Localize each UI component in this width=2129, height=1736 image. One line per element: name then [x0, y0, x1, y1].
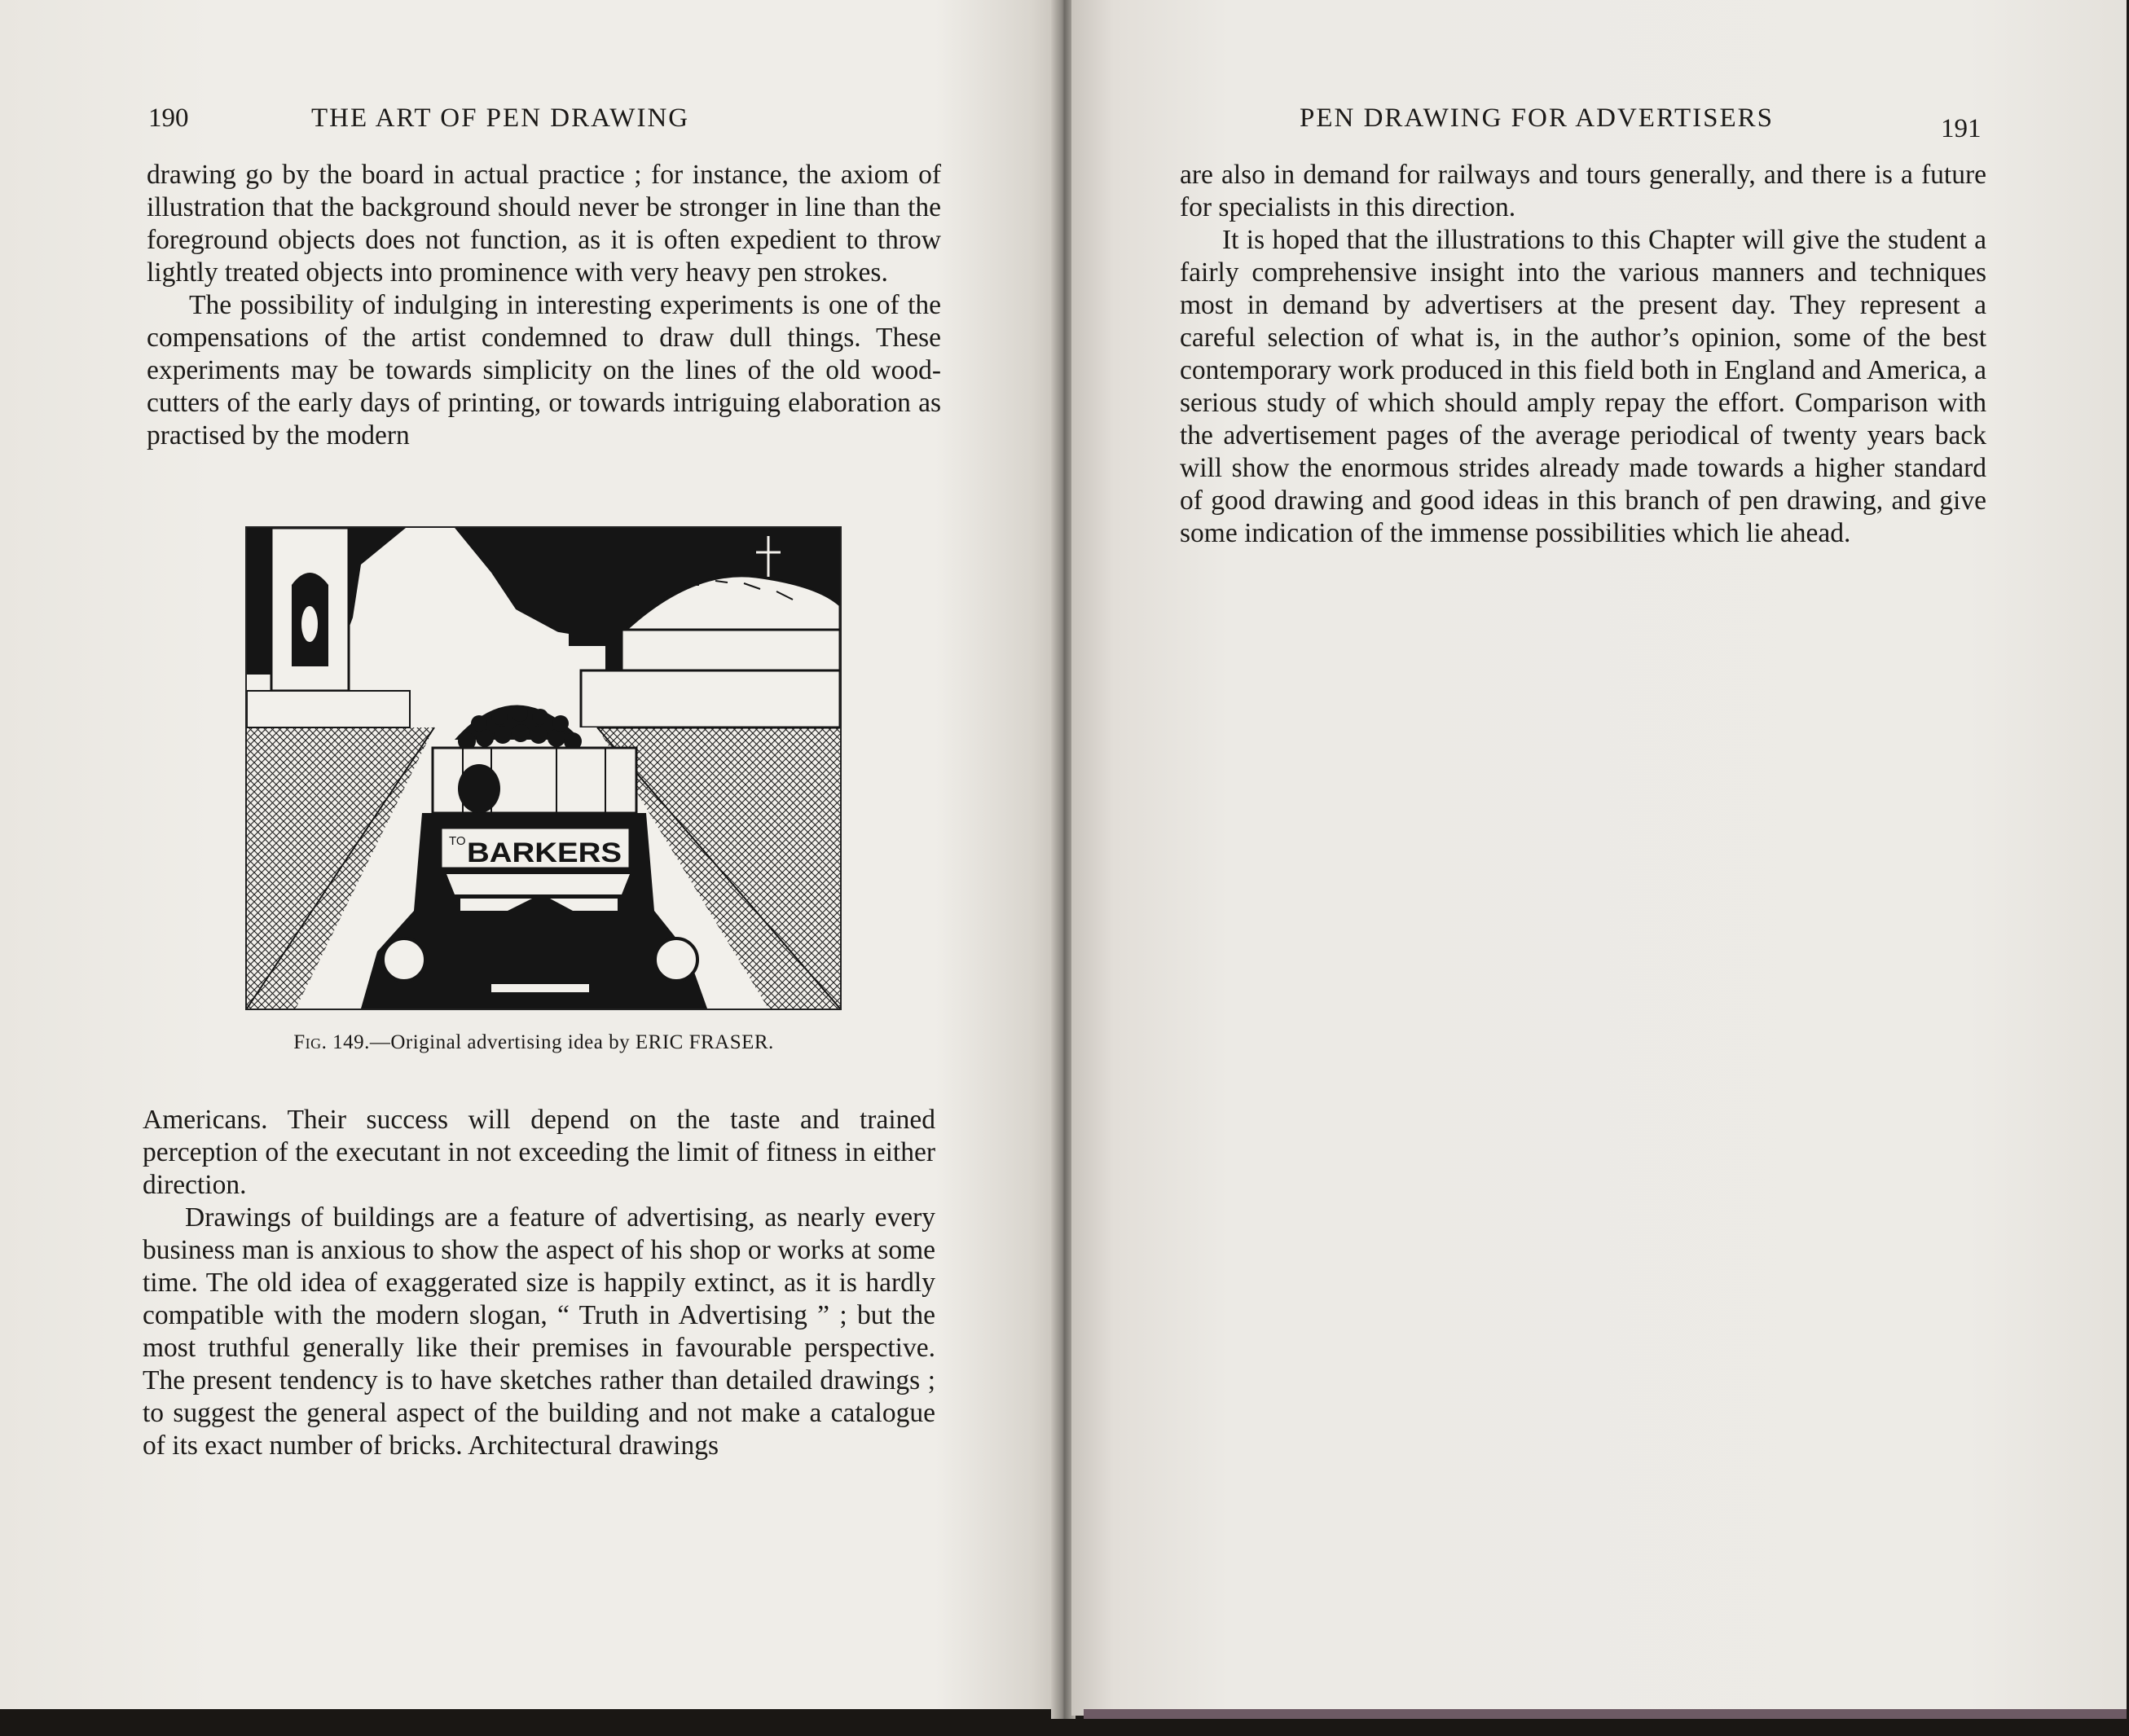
- paragraph: It is hoped that the illustrations to this Chapter will give the student a fairly comprehensive insight into the various manners and techniques most in demand by advertisers at the present day. They represent a careful selection of what is, in the author’s opinion, some of the best contemporary work produced in this field both in England and America, a serious study of which should amply repay the effort. Comparison with the advertisement pages of the average periodical of twenty years back will show the enormous strides already made towards a higher standard of good drawing and good ideas in this branch of pen drawing, and give some indication of the immense possibilities which lie ahead.: [1180, 225, 1986, 548]
- text-block-right: [1180, 159, 1986, 550]
- caption-text: —Original advertising idea by ERIC FRASER.: [369, 1031, 774, 1053]
- bus-sign-prefix: TO: [449, 834, 466, 848]
- paragraph: The possibility of indulging in interesting experiments is one of the compensations of the artist condemned to draw dull things. These experiments may be towards simplicity on the lines of the old wood-cutters of the early days of printing, or towards intriguing elaboration as practised by the modern: [147, 290, 941, 450]
- book-cover-edge: [1084, 1709, 2127, 1719]
- page-number-left: 190: [148, 103, 189, 133]
- figure-caption: [147, 1031, 921, 1054]
- running-head-right: PEN DRAWING FOR ADVERTISERS: [1300, 103, 1774, 133]
- left-page: [0, 0, 1063, 1709]
- text-block-left-top: [147, 159, 941, 452]
- paragraph: Drawings of buildings are a feature of advertising, as nearly every business man is anxious to show the aspect of his shop or works at some time. The old idea of exaggerated size is happily extinct, as it is hardly compatible with the modern slogan, “ Truth in Advertising ” ; but the most truthful generally like their premises in favourable perspective. The present tendency is to have sketches rather than detailed drawings ; to suggest the general aspect of the building and not make a catalogue of its exact number of bricks. Architectural drawings: [143, 1202, 935, 1461]
- illustration-bus-to-barkers: [247, 528, 840, 1009]
- bus-sign-text: BARKERS: [467, 837, 622, 868]
- page-number-right: 191: [1941, 114, 1982, 143]
- text-block-left-bottom: [143, 1104, 935, 1462]
- right-page: [1071, 0, 2127, 1716]
- paragraph: are also in demand for railways and tours generally, and there is a future for specialists in this direction.: [1180, 160, 1986, 222]
- paragraph: Americans. Their success will depend on the taste and trained perception of the executant in not exceeding the limit of fitness in either direction.: [143, 1105, 935, 1200]
- paragraph: drawing go by the board in actual practice ; for instance, the axiom of illustration that the background should never be stronger in line than the foreground objects does not function, as it is often expedient to throw lightly treated objects into prominence with very heavy pen strokes.: [147, 160, 941, 288]
- running-head-left: THE ART OF PEN DRAWING: [311, 103, 690, 133]
- caption-label: Fig. 149.: [293, 1031, 370, 1053]
- figure-illustration: [245, 526, 842, 1010]
